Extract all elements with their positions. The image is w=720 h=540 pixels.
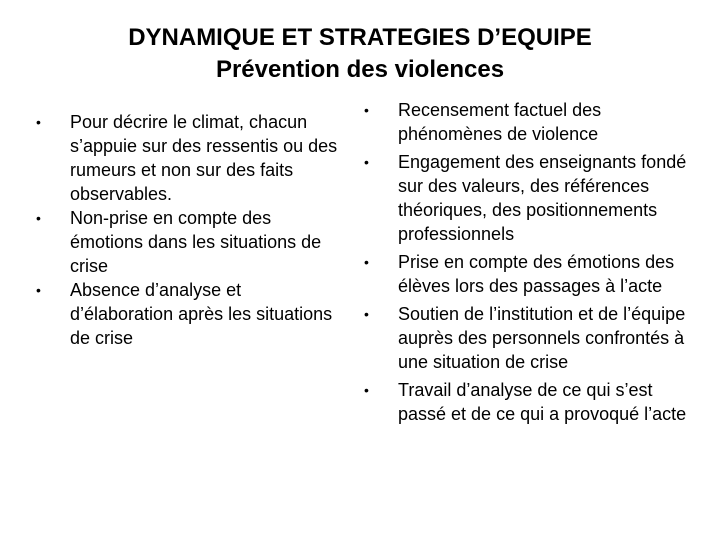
bullet-icon: • [36, 282, 41, 298]
bullet-icon: • [364, 102, 369, 118]
list-item-text: Absence d’analyse et d’élaboration après les situations de crise [70, 280, 333, 348]
bullet-icon: • [364, 254, 369, 270]
slide-title [0, 22, 720, 86]
bullet-icon: • [364, 382, 369, 398]
title-line-1: DYNAMIQUE ET STRATEGIES D’EQUIPE [128, 24, 592, 51]
right-bullet-list [364, 98, 694, 430]
list-item-text: Soutien de l’institution et de l’équipe auprès des personnels confrontés à une situation de crise [398, 304, 686, 372]
bullet-icon: • [36, 114, 41, 130]
list-item-text: Prise en compte des émotions des élèves lors des passages à l’acte [398, 252, 675, 296]
list-item-text: Travail d’analyse de ce qui s’est passé et de ce qui a provoqué l’acte [398, 380, 687, 424]
left-bullet-list [36, 110, 346, 350]
bullet-icon: • [364, 154, 369, 170]
list-item [364, 378, 694, 426]
list-item-text: Pour décrire le climat, chacun s’appuie sur des ressentis ou des rumeurs et non sur des faits observables. [70, 112, 338, 204]
bullet-icon: • [36, 210, 41, 226]
list-item [364, 250, 694, 298]
list-item [364, 302, 694, 374]
list-item-text: Engagement des enseignants fondé sur des valeurs, des références théoriques, des positionnements professionnels [398, 152, 687, 244]
list-item [36, 110, 346, 206]
list-item-text: Recensement factuel des phénomènes de violence [398, 100, 602, 144]
list-item [364, 150, 694, 246]
list-item [36, 278, 346, 350]
list-item [36, 206, 346, 278]
list-item [364, 98, 694, 146]
bullet-icon: • [364, 306, 369, 322]
title-line-2: Prévention des violences [215, 56, 505, 83]
list-item-text: Non-prise en compte des émotions dans les situations de crise [70, 208, 322, 276]
